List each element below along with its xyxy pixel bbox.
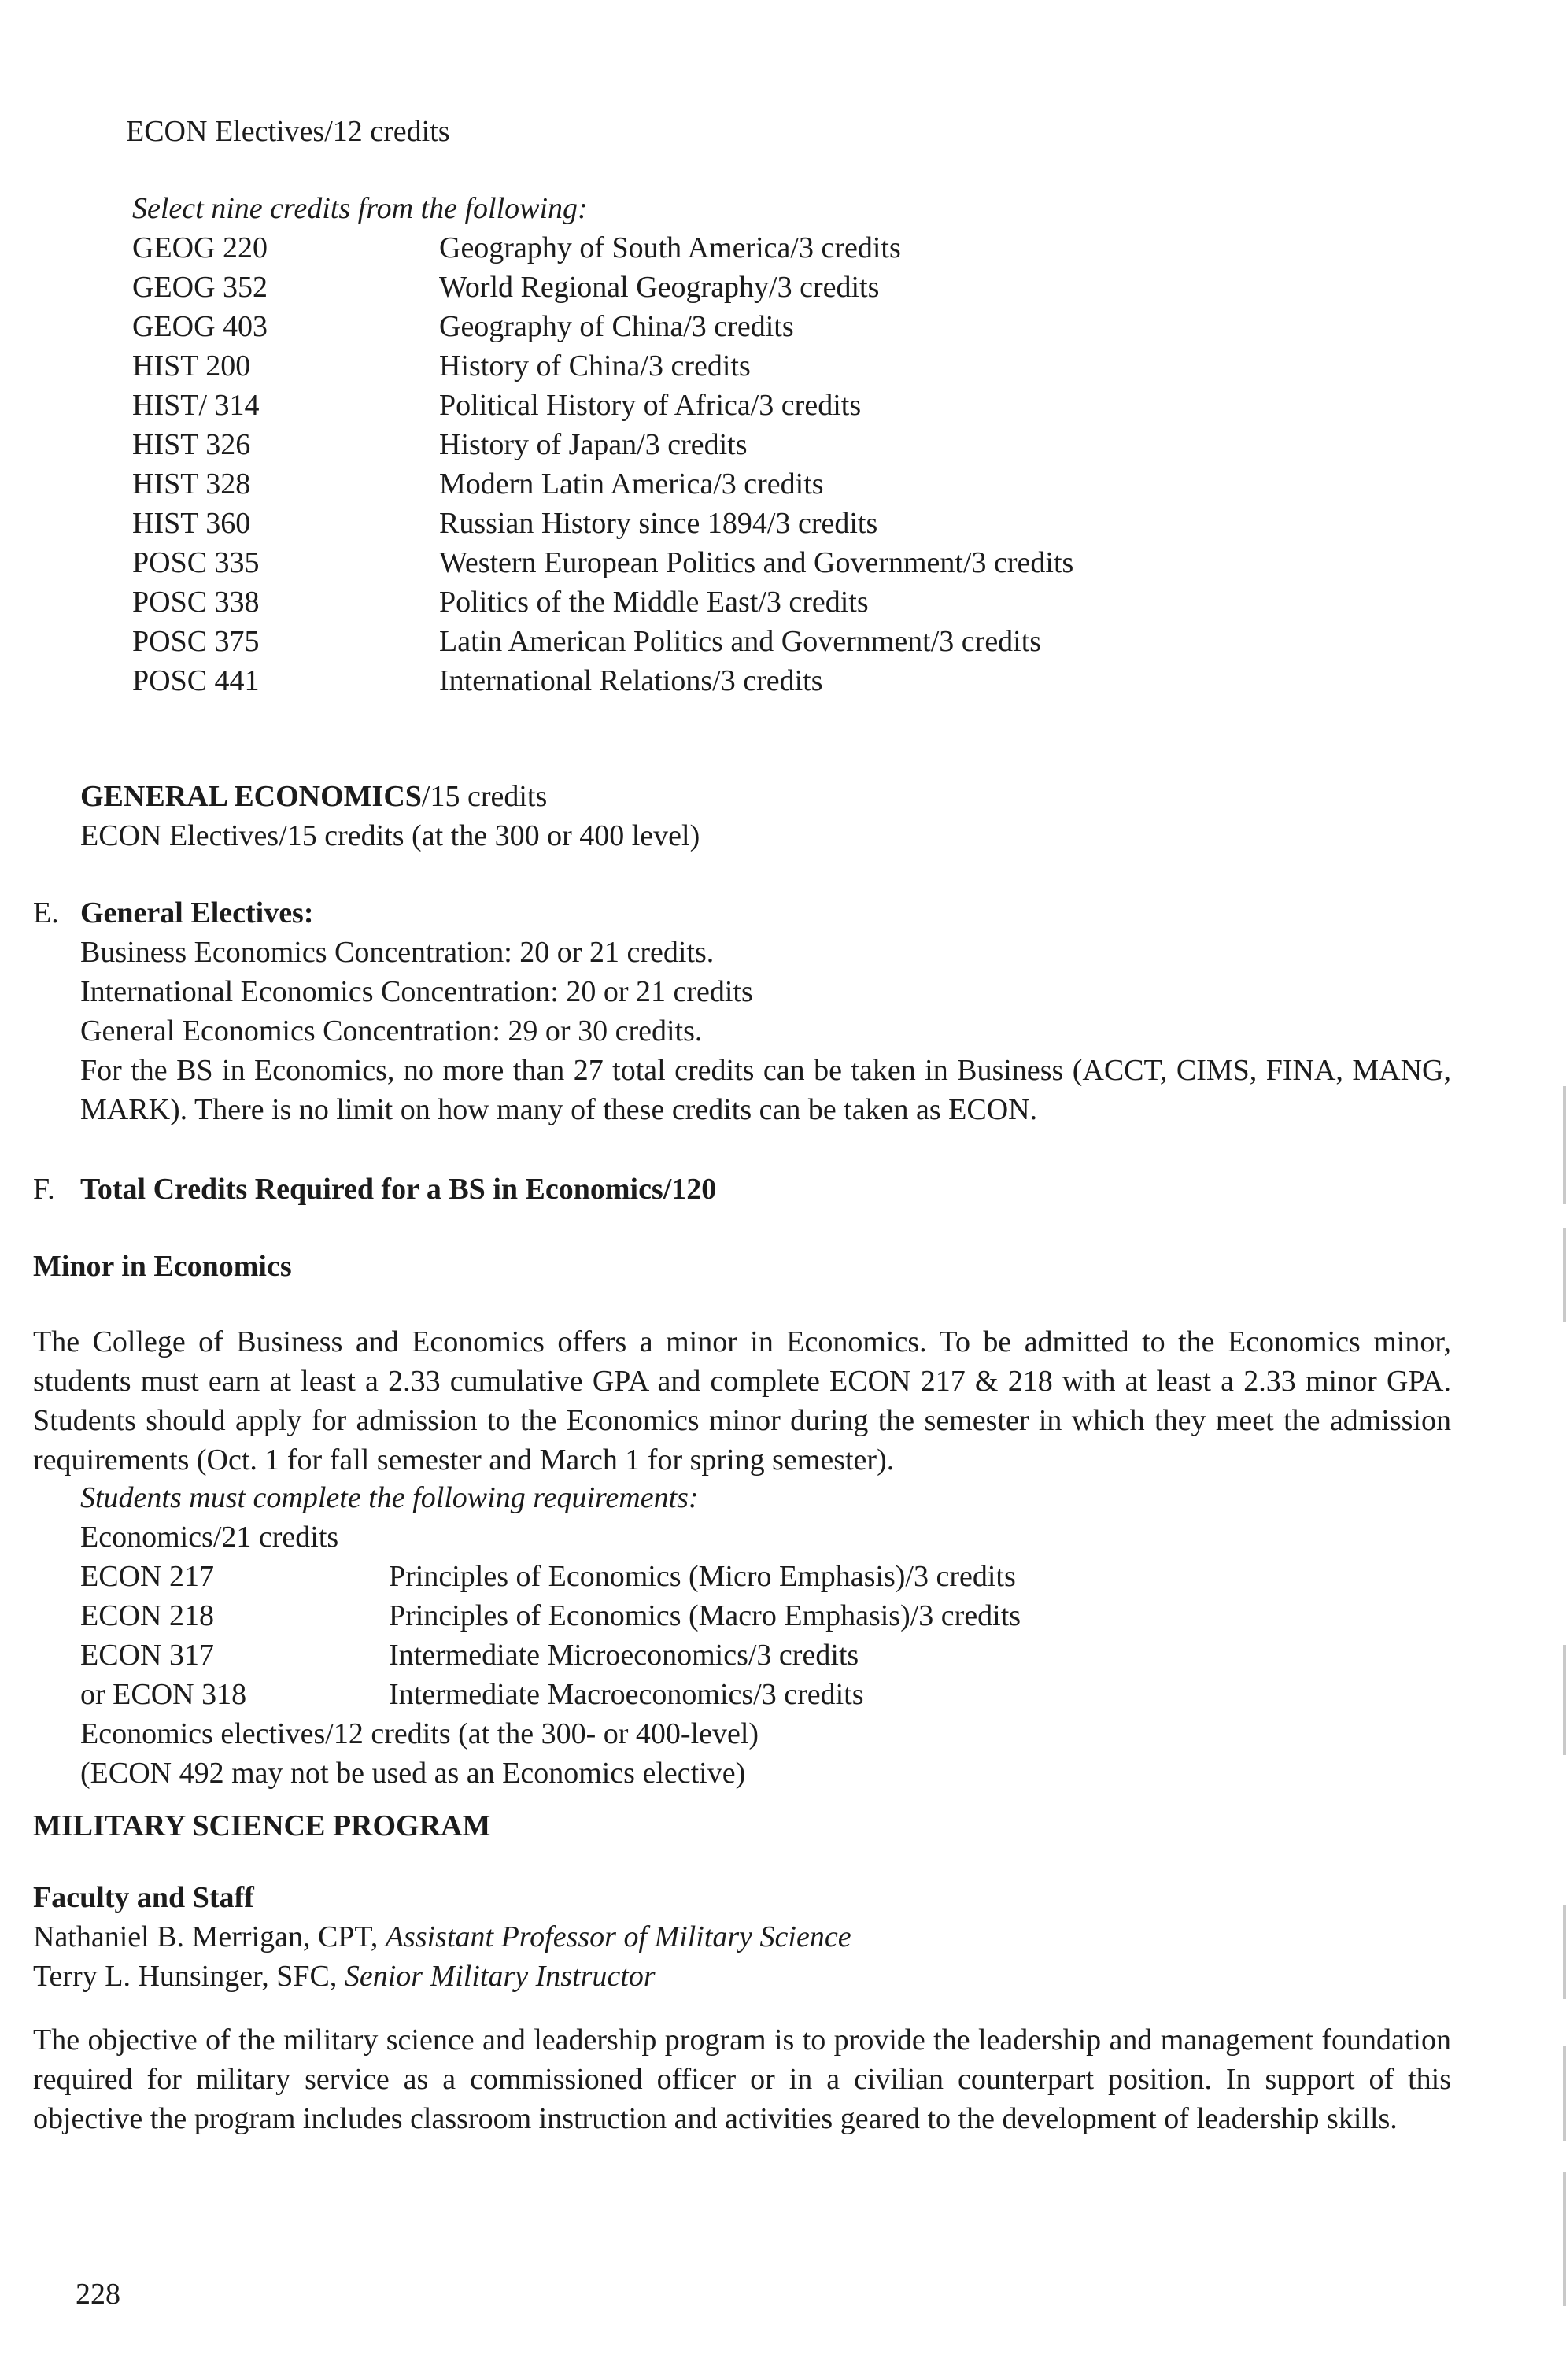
econ-492-exclusion: (ECON 492 may not be used as an Economics elective) bbox=[80, 1757, 746, 1790]
concentration-line: General Economics Concentration: 29 or 30 credits. bbox=[80, 1014, 703, 1048]
course-code: GEOG 220 bbox=[132, 231, 268, 264]
business-credits-paragraph: For the BS in Economics, no more than 27 total credits can be taken in Business (ACCT, CIMS, FINA, MANG, MARK). There is no limit on how many of these credits can be taken as ECON. bbox=[80, 1054, 1451, 1126]
course-title: World Regional Geography/3 credits bbox=[439, 271, 880, 304]
faculty-heading: Faculty and Staff bbox=[33, 1881, 254, 1914]
course-title: International Relations/3 credits bbox=[439, 664, 823, 697]
concentration-line: Business Economics Concentration: 20 or 21 credits. bbox=[80, 936, 715, 969]
general-economics-heading bbox=[80, 777, 547, 816]
staff-member bbox=[33, 1957, 656, 1996]
course-code: ECON 218 bbox=[80, 1599, 214, 1632]
course-title: History of China/3 credits bbox=[439, 349, 751, 382]
course-code: HIST/ 314 bbox=[132, 389, 260, 422]
section-f-heading: Total Credits Required for a BS in Economics/120 bbox=[80, 1173, 717, 1206]
section-e-heading: General Electives: bbox=[80, 896, 314, 929]
course-code: POSC 338 bbox=[132, 586, 260, 619]
section-e-letter: E. bbox=[33, 896, 59, 929]
course-code: or ECON 318 bbox=[80, 1678, 247, 1711]
scan-edge-mark bbox=[1563, 1905, 1566, 1999]
staff-member bbox=[33, 1917, 851, 1957]
econ-electives-heading: ECON Electives/12 credits bbox=[126, 115, 450, 148]
staff-title: Assistant Professor of Military Science bbox=[385, 1920, 851, 1953]
military-paragraph: The objective of the military science and leadership program is to provide the leadership and management foundation required for military service as a commissioned officer or in a civilian counterpart position. In support of this objective the program includes classroom instruction and activities geared to the development of leadership skills. bbox=[33, 2023, 1451, 2135]
minor-heading: Minor in Economics bbox=[33, 1250, 292, 1283]
section-f-letter: F. bbox=[33, 1173, 55, 1206]
general-economics-heading-bold: GENERAL ECONOMICS bbox=[80, 780, 422, 813]
course-code: POSC 441 bbox=[132, 664, 260, 697]
course-title: Politics of the Middle East/3 credits bbox=[439, 586, 869, 619]
course-code: ECON 217 bbox=[80, 1560, 214, 1593]
requirements-note: Students must complete the following requirements: bbox=[80, 1481, 699, 1514]
course-code: POSC 375 bbox=[132, 625, 260, 658]
course-title: Political History of Africa/3 credits bbox=[439, 389, 862, 422]
scan-edge-mark bbox=[1563, 1086, 1566, 1204]
course-title: Principles of Economics (Macro Emphasis)/3 credits bbox=[389, 1599, 1021, 1632]
scan-edge-mark bbox=[1563, 2172, 1566, 2306]
course-code: HIST 326 bbox=[132, 428, 251, 461]
economics-electives-line: Economics electives/12 credits (at the 300- or 400-level) bbox=[80, 1717, 759, 1750]
minor-paragraph: The College of Business and Economics offers a minor in Economics. To be admitted to the Economics minor, students must earn at least a 2.33 cumulative GPA and complete ECON 217 & 218 with at least a 2.33 minor GPA. Students should apply for admission to the Economics minor during the semester in which they meet the admission requirements (Oct. 1 for fall semester and March 1 for spring semester). bbox=[33, 1325, 1451, 1476]
course-title: Western European Politics and Government/3 credits bbox=[439, 546, 1074, 579]
course-code: HIST 360 bbox=[132, 507, 251, 540]
course-title: Russian History since 1894/3 credits bbox=[439, 507, 878, 540]
course-title: Modern Latin America/3 credits bbox=[439, 468, 824, 501]
economics-credits: Economics/21 credits bbox=[80, 1521, 339, 1554]
course-code: HIST 200 bbox=[132, 349, 251, 382]
staff-name: Terry L. Hunsinger, SFC, bbox=[33, 1960, 345, 1993]
military-heading: MILITARY SCIENCE PROGRAM bbox=[33, 1809, 491, 1842]
course-title: Principles of Economics (Micro Emphasis)/3 credits bbox=[389, 1560, 1016, 1593]
course-title: Intermediate Macroeconomics/3 credits bbox=[389, 1678, 864, 1711]
page-number: 228 bbox=[76, 2278, 120, 2311]
concentration-line: International Economics Concentration: 20 or 21 credits bbox=[80, 975, 753, 1008]
scan-edge-mark bbox=[1563, 1645, 1566, 1755]
course-code: HIST 328 bbox=[132, 468, 251, 501]
scan-edge-mark bbox=[1563, 2046, 1566, 2141]
course-code: GEOG 403 bbox=[132, 310, 268, 343]
scan-edge-mark bbox=[1563, 1228, 1566, 1322]
course-title: Geography of China/3 credits bbox=[439, 310, 794, 343]
staff-name: Nathaniel B. Merrigan, CPT, bbox=[33, 1920, 386, 1953]
course-title: History of Japan/3 credits bbox=[439, 428, 748, 461]
select-note: Select nine credits from the following: bbox=[132, 192, 588, 225]
course-code: GEOG 352 bbox=[132, 271, 268, 304]
course-code: POSC 335 bbox=[132, 546, 260, 579]
course-title: Intermediate Microeconomics/3 credits bbox=[389, 1639, 859, 1672]
course-title: Latin American Politics and Government/3 credits bbox=[439, 625, 1042, 658]
course-title: Geography of South America/3 credits bbox=[439, 231, 901, 264]
general-economics-line: ECON Electives/15 credits (at the 300 or 400 level) bbox=[80, 819, 700, 852]
general-economics-heading-credits: /15 credits bbox=[421, 780, 548, 813]
staff-title: Senior Military Instructor bbox=[344, 1960, 656, 1993]
course-code: ECON 317 bbox=[80, 1639, 214, 1672]
